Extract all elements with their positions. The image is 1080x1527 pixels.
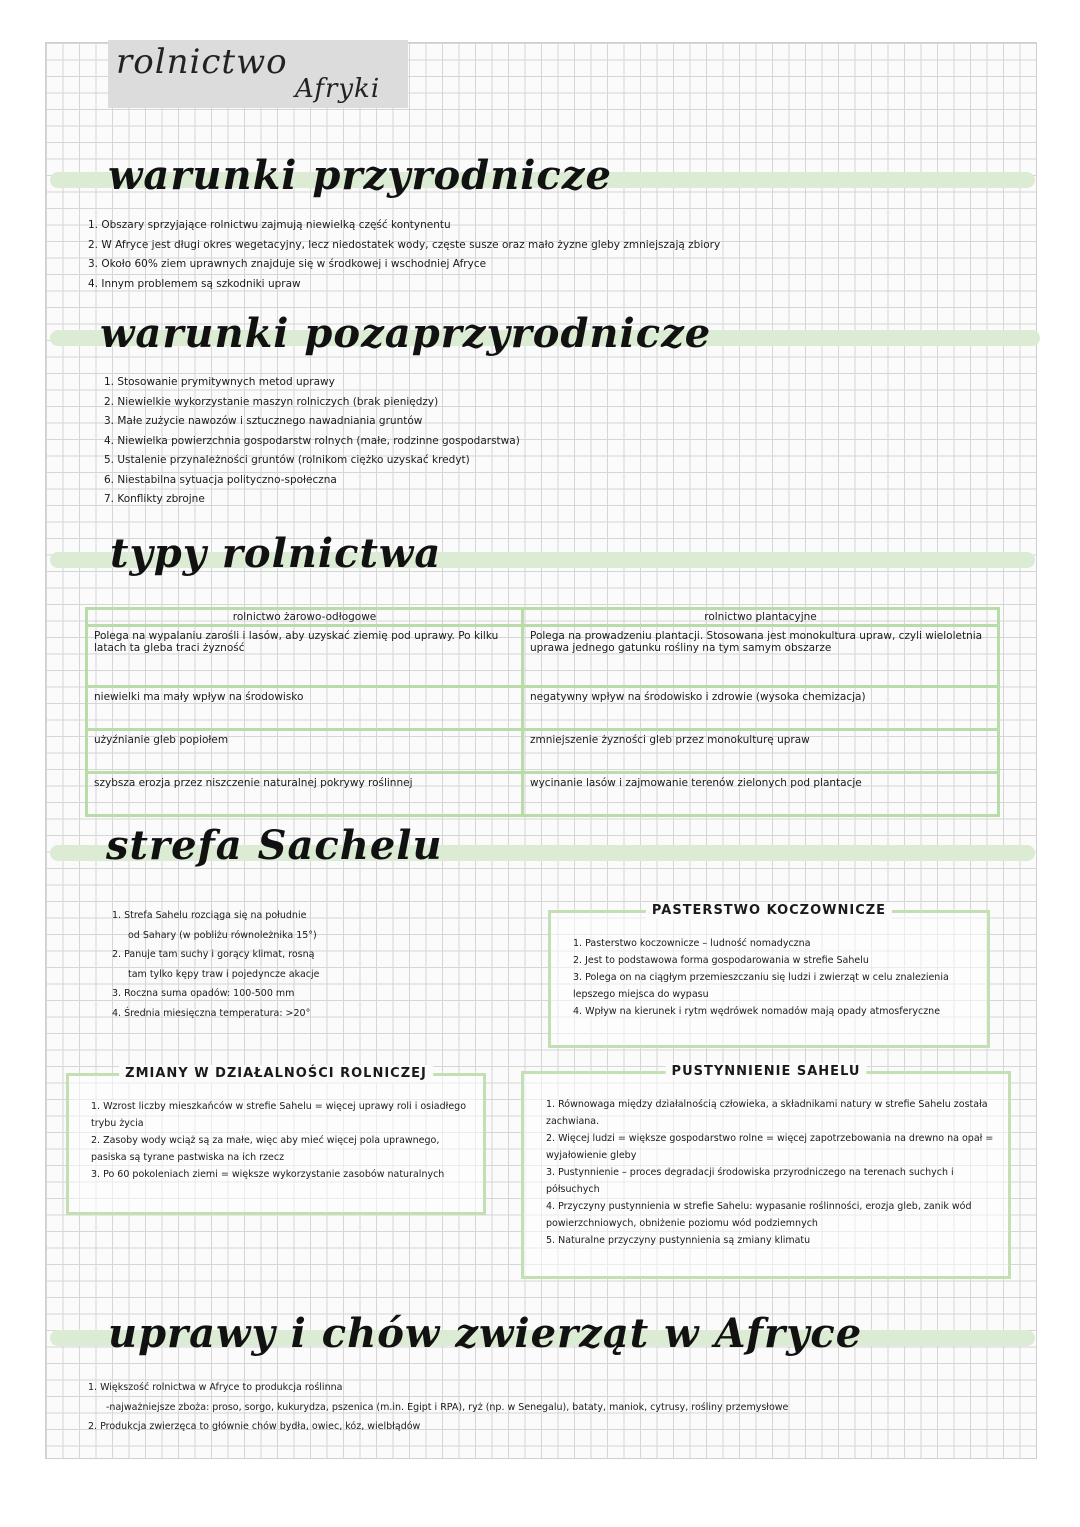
list-item: 4. Średnia miesięczna temperatura: >20°	[112, 1007, 311, 1019]
table-cell: negatywny wpływ na środowisko i zdrowie (wysoka chemizacja)	[523, 687, 999, 730]
list-item: 1. Wzrost liczby mieszkańców w strefie Sahelu = więcej uprawy roli i osiadłego trybu życia	[91, 1101, 467, 1129]
box-agricultural-changes	[66, 1066, 486, 1215]
table-cell: zmniejszenie żyzności gleb przez monokulturę upraw	[523, 730, 999, 773]
box-title: PUSTYNNIENIE SAHELU	[666, 1063, 867, 1080]
section-heading-sahel: strefa Sachelu	[106, 822, 443, 869]
table-cell: wycinanie lasów i zajmowanie terenów zielonych pod plantacje	[523, 773, 999, 816]
list-item: 2. Produkcja zwierzęca to głównie chów bydła, owiec, kóz, wielbłądów	[88, 1421, 421, 1432]
agriculture-types-table	[85, 607, 1000, 817]
list-item: 1. Pasterstwo koczownicze – ludność nomadyczna	[573, 938, 811, 949]
section-heading-types: typy rolnictwa	[110, 530, 442, 577]
box-nomadic-herding	[548, 903, 990, 1048]
list-item: 1. Obszary sprzyjające rolnictwu zajmują niewielką część kontynentu	[88, 219, 451, 231]
list-item: 2. Panuje tam suchy i gorący klimat, rosną	[112, 949, 315, 960]
list-item: 4. Przyczyny pustynnienia w strefie Sahelu: wypasanie roślinności, erozja gleb, zanik wód powierzchniowych, obniżenie poziomu wód podziemnych	[546, 1201, 972, 1229]
table-cell: Polega na prowadzeniu plantacji. Stosowana jest monokultura upraw, czyli wieloletnia uprawa jednego gatunku rośliny na tym samym obszarze	[523, 626, 999, 687]
box-title: ZMIANY W DZIAŁALNOŚCI ROLNICZEJ	[119, 1065, 433, 1082]
list-item: 1. Równowaga między działalnością człowieka, a składnikami natury w strefie Sahelu została zachwiana.	[546, 1099, 988, 1127]
list-item: 1. Stosowanie prymitywnych metod uprawy	[104, 376, 335, 388]
page-subtitle: Afryki	[295, 74, 381, 104]
list-item: 3. Po 60 pokoleniach ziemi = większe wykorzystanie zasobów naturalnych	[91, 1169, 445, 1180]
list-item: 2. Więcej ludzi = większe gospodarstwo rolne = więcej zapotrzebowania na drewno na opał = wyjałowienie gleby	[546, 1133, 994, 1161]
list-item: 2. Niewielkie wykorzystanie maszyn rolniczych (brak pieniędzy)	[104, 395, 439, 408]
table-cell: szybsza erozja przez niszczenie naturalnej pokrywy roślinnej	[87, 773, 523, 816]
table-cell: użyźnianie gleb popiołem	[87, 730, 523, 773]
box-sahel-desertification	[521, 1064, 1011, 1279]
section-heading-non-natural: warunki pozaprzyrodnicze	[100, 310, 712, 357]
list-item: 3. Małe zużycie nawozów i sztucznego nawadniania gruntów	[104, 415, 423, 427]
list-item: tam tylko kępy traw i pojedyncze akacje	[128, 968, 320, 980]
box-title: PASTERSTWO KOCZOWNICZE	[646, 902, 892, 919]
table-row	[87, 687, 999, 730]
section-heading-crops: uprawy i chów zwierząt w Afryce	[108, 1310, 863, 1357]
list-item: 1. Większość rolnictwa w Afryce to produkcja roślinna	[88, 1382, 343, 1393]
non-natural-conditions-list	[104, 373, 520, 510]
table-cell: niewielki ma mały wpływ na środowisko	[87, 687, 523, 730]
table-header: rolnictwo plantacyjne	[523, 609, 999, 626]
list-item: 3. Roczna suma opadów: 100-500 mm	[112, 988, 295, 999]
table-cell: Polega na wypalaniu zarośli i lasów, aby uzyskać ziemię pod uprawy. Po kilku latach ta gleba traci żyzność	[87, 626, 523, 687]
natural-conditions-list	[88, 216, 720, 294]
list-item: 6. Niestabilna sytuacja polityczno-społeczna	[104, 473, 337, 486]
table-header: rolnictwo żarowo-odłogowe	[87, 609, 523, 626]
list-item: 3. Około 60% ziem uprawnych znajduje się w środkowej i wschodniej Afryce	[88, 258, 487, 270]
list-item: 1. Strefa Sahelu rozciąga się na południe	[112, 910, 307, 921]
list-item: 4. Wpływ na kierunek i rytm wędrówek nomadów mają opady atmosferyczne	[573, 1006, 941, 1017]
list-item: 4. Innym problemem są szkodniki upraw	[88, 277, 301, 290]
list-item: 7. Konflikty zbrojne	[104, 493, 205, 505]
page-title: rolnictwo	[116, 42, 288, 82]
list-item: 3. Pustynnienie – proces degradacji środowiska przyrodniczego na terenach suchych i półsuchych	[546, 1167, 954, 1195]
list-item: 2. W Afryce jest długi okres wegetacyjny, lecz niedostatek wody, częste susze oraz mało żyzne gleby zmniejszają zbiory	[88, 238, 721, 251]
table-row	[87, 730, 999, 773]
section-heading-natural: warunki przyrodnicze	[108, 152, 612, 199]
list-item: 3. Polega on na ciągłym przemieszczaniu się ludzi i zwierząt w celu znalezienia lepszego miejsca do wypasu	[573, 972, 949, 1000]
table-row	[87, 626, 999, 687]
list-item: 5. Naturalne przyczyny pustynnienia są zmiany klimatu	[546, 1235, 811, 1246]
crops-list	[88, 1378, 788, 1437]
sahel-facts-list	[112, 908, 319, 1025]
list-item: -najważniejsze zboża: proso, sorgo, kukurydza, pszenica (m.in. Egipt i RPA), ryż (np. w Senegalu), bataty, maniok, cytrusy, rośliny przemysłowe	[106, 1401, 789, 1413]
list-item: 4. Niewielka powierzchnia gospodarstw rolnych (małe, rodzinne gospodarstwa)	[104, 434, 520, 447]
list-item: 2. Zasoby wody wciąż są za małe, więc aby mieć więcej pola uprawnego, pasiska są tyrane pastwiska na ich rzecz	[91, 1135, 440, 1163]
table-row	[87, 773, 999, 816]
list-item: 5. Ustalenie przynależności gruntów (rolnikom ciężko uzyskać kredyt)	[104, 454, 470, 466]
list-item: od Sahary (w pobliżu równoleżnika 15°)	[128, 929, 317, 941]
list-item: 2. Jest to podstawowa forma gospodarowania w strefie Sahelu	[573, 955, 869, 966]
